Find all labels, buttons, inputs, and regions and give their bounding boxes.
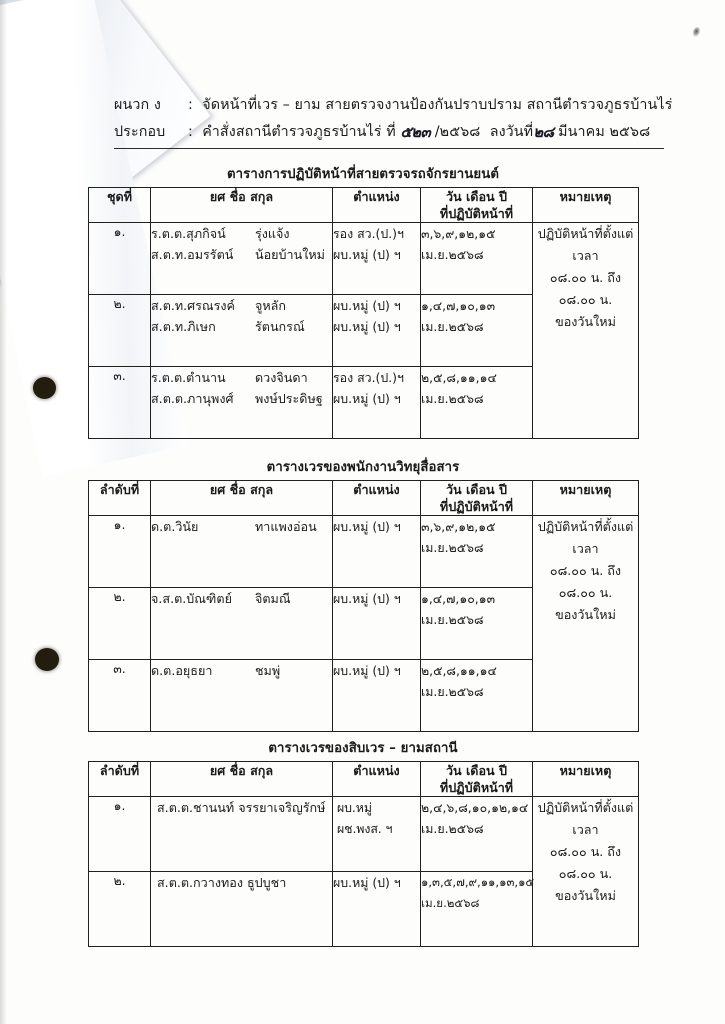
date-days: ๑,๔,๗,๑๐,๑๓ [421,298,496,313]
col-header-name: ยศ ชื่อ สกุล [151,762,333,797]
col-header-name: ยศ ชื่อ สกุล [151,188,333,223]
header-line-1 [114,92,674,118]
person-name-line [151,295,332,316]
cell-seq: ๑. [89,223,151,295]
header-date-prefix: ลงวันที่ [489,124,534,140]
date-month-year: เม.ย.๒๕๖๘ [421,247,484,262]
handwritten-order-day: ๒๘ [533,123,554,141]
col-header-seq: ชุดที่ [89,188,151,223]
handwritten-order-number: ๕๒๓ [400,123,431,141]
remark-line-3: ของวันใหม่ [555,314,616,329]
person-name-line [151,588,332,609]
date-month-year: เม.ย.๒๕๖๘ [421,540,484,555]
date-days: ๒,๕,๘,๑๑,๑๔ [421,370,497,385]
col-header-date-line1: วัน เดือน ปี [445,763,508,778]
date-days: ๒,๕,๘,๑๑,๑๔ [421,663,497,678]
person-surname: น้อยบ้านใหม่ [255,247,325,262]
date-days: ๑,๓,๕,๗,๙,๑๑,๑๓,๑๕ [421,875,535,889]
col-header-position: ตำแหน่ง [333,762,421,797]
person-name-line [151,516,332,537]
remark-line-3: ของวันใหม่ [555,888,616,903]
col-header-date-line1: วัน เดือน ปี [445,189,508,204]
person-rank-name: ด.ต.อยุธยา [151,663,213,678]
date-month-year: เม.ย.๒๕๖๘ [421,391,484,406]
schedule-section-3 [88,737,638,947]
person-surname: รัตนกรณ์ [255,319,305,334]
date-month-year: เม.ย.๒๕๖๘ [421,684,484,699]
position-line: ผบ.หมู่ (ป) ฯ [333,247,401,262]
table-title-2: ตารางเวรของพนักงานวิทยุสื่อสาร [266,460,460,475]
position-line: ผบ.หมู่ ผช.พงส. ฯ [337,800,393,836]
person-rank-name: ส.ต.ต.ชานนท์ จรรยาเจริญรักษ์ [157,800,326,815]
cell-name [151,295,333,367]
schedule-table-1 [88,187,639,439]
document-header [114,92,674,145]
header-line-2 [114,118,674,145]
date-month-year: เม.ย.๒๕๖๘ [421,896,480,910]
position-line: ผบ.หมู่ (ป) ฯ [333,319,401,334]
col-header-remark: หมายเหตุ [533,481,639,516]
cell-date [421,588,533,660]
cell-position [333,516,421,588]
col-header-date [421,188,533,223]
header-line-1-label: ผนวก ง [114,97,161,113]
table-header-row [89,188,639,223]
person-surname: จูหลัก [255,298,287,313]
cell-date [421,295,533,367]
person-rank-name: ร.ต.ต.ตำนาน [151,370,226,385]
cell-remark [533,797,639,947]
cell-name [151,872,333,947]
remark-line-1: ปฏิบัติหน้าที่ตั้งแต่เวลา [537,800,634,837]
person-surname: ทาแพงอ่อน [255,519,317,534]
table-row [89,516,639,588]
col-header-date [421,762,533,797]
cell-seq: ๒. [89,295,151,367]
person-surname: รุ่งแจ้ง [255,226,290,241]
cell-date [421,223,533,295]
table-header-row [89,762,639,797]
cell-remark [533,223,639,439]
person-rank-name: จ.ส.ต.บัณฑิตย์ [151,591,232,606]
table-row [89,797,639,872]
person-rank-name: ส.ต.ต.ภานุพงศ์ [151,391,234,406]
col-header-date [421,481,533,516]
remark-line-3: ของวันใหม่ [555,607,616,622]
cell-name [151,660,333,732]
cell-name [151,367,333,439]
cell-position [333,660,421,732]
header-line-1-text: จัดหน้าที่เวร – ยาม สายตรวจงานป้องกันปราบปราม สถานีตำรวจภูธรบ้านไร่ [202,97,673,113]
col-header-position: ตำแหน่ง [333,188,421,223]
cell-date [421,660,533,732]
position-line: ผบ.หมู่ (ป) ฯ [333,298,401,313]
cell-seq: ๓. [89,660,151,732]
person-name-line [151,388,332,409]
table-title-1: ตารางการปฏิบัติหน้าที่สายตรวจรถจักรยานยนต์ [226,167,499,182]
person-name-line [157,797,332,818]
cell-date [421,872,533,947]
person-surname: ชมพู่ [255,663,281,678]
cell-position [333,872,421,947]
date-month-year: เม.ย.๒๕๖๘ [421,319,484,334]
person-surname: พงษ์ประดิษฐ [255,391,323,406]
col-header-seq: ลำดับที่ [89,481,151,516]
person-rank-name: ด.ต.วินัย [151,519,199,534]
cell-seq: ๑. [89,797,151,872]
date-days: ๓,๖,๙,๑๒,๑๕ [421,226,496,241]
position-line: ผบ.หมู่ (ป) ฯ [333,875,401,890]
remark-line-2: ๐๘.๐๐ น. ถึง ๐๘.๐๐ น. [549,844,622,881]
cell-position [333,295,421,367]
cell-seq: ๒. [89,588,151,660]
position-line: ผบ.หมู่ (ป) ฯ [333,591,401,606]
col-header-seq: ลำดับที่ [89,762,151,797]
date-days: ๓,๖,๙,๑๒,๑๕ [421,519,496,534]
schedule-section-1 [88,163,638,439]
person-name-line [151,316,332,337]
cell-seq: ๑. [89,516,151,588]
person-rank-name: ส.ต.ท.อมรรัตน์ [151,247,234,262]
cell-date [421,516,533,588]
position-line: รอง สว.(ป.)ฯ [333,370,404,385]
header-order-year: /๒๕๖๘ [434,124,481,140]
col-header-date-line1: วัน เดือน ปี [445,482,508,497]
header-divider-rule [114,148,664,149]
person-rank-name: ส.ต.ต.กวางทอง ธูปบูชา [157,875,287,890]
col-header-date-line2: ที่ปฏิบัติหน้าที่ [439,499,514,514]
cell-position [333,367,421,439]
person-rank-name: ส.ต.ท.ศรณรงค์ [151,298,235,313]
cell-name [151,516,333,588]
col-header-date-line2: ที่ปฏิบัติหน้าที่ [439,206,514,221]
schedule-table-2 [88,480,639,732]
cell-position [333,223,421,295]
col-header-remark: หมายเหตุ [533,762,639,797]
person-name-line [151,660,332,681]
date-month-year: เม.ย.๒๕๖๘ [421,821,484,836]
cell-name [151,223,333,295]
person-surname: จิตมณี [255,591,291,606]
schedule-table-3 [88,761,639,947]
remark-line-1: ปฏิบัติหน้าที่ตั้งแต่เวลา [537,226,634,263]
col-header-date-line2: ที่ปฏิบัติหน้าที่ [439,780,514,795]
position-line: รอง สว.(ป.)ฯ [333,226,404,241]
header-line-1-separator: : [188,97,193,113]
date-days: ๑,๔,๗,๑๐,๑๓ [421,591,496,606]
cell-position [333,797,421,872]
cell-date [421,367,533,439]
person-name-line [151,367,332,388]
position-line: ผบ.หมู่ (ป) ฯ [333,519,401,534]
header-line-2-separator: : [188,124,193,140]
remark-line-2: ๐๘.๐๐ น. ถึง ๐๘.๐๐ น. [549,563,622,600]
table-header-row [89,481,639,516]
position-line: ผบ.หมู่ (ป) ฯ [333,663,401,678]
person-name-line [151,244,332,265]
position-line: ผบ.หมู่ (ป) ฯ [333,391,401,406]
cell-seq: ๓. [89,367,151,439]
cell-position [333,588,421,660]
person-name-line [151,223,332,244]
cell-remark [533,516,639,732]
remark-line-1: ปฏิบัติหน้าที่ตั้งแต่เวลา [537,519,634,556]
person-rank-name: ส.ต.ท.ภิเษก [151,319,216,334]
cell-name [151,588,333,660]
schedule-section-2 [88,456,638,732]
header-line-2-label: ประกอบ [114,124,166,140]
cell-date [421,797,533,872]
person-surname: ดวงจินดา [255,370,308,385]
person-name-line [157,872,332,893]
table-row [89,223,639,295]
table-title-3: ตารางเวรของสิบเวร – ยามสถานี [268,741,458,756]
cell-seq: ๒. [89,872,151,947]
date-days: ๒,๔,๖,๘,๑๐,๑๒,๑๔ [421,800,529,815]
col-header-position: ตำแหน่ง [333,481,421,516]
date-month-year: เม.ย.๒๕๖๘ [421,612,484,627]
header-date-month-year: มีนาคม ๒๕๖๘ [558,124,651,140]
header-order-prefix: คำสั่งสถานีตำรวจภูธรบ้านไร่ ที่ [202,124,396,140]
remark-line-2: ๐๘.๐๐ น. ถึง ๐๘.๐๐ น. [549,270,622,307]
person-rank-name: ร.ต.ต.สุภกิจน์ [151,226,226,241]
col-header-remark: หมายเหตุ [533,188,639,223]
col-header-name: ยศ ชื่อ สกุล [151,481,333,516]
cell-name [151,797,333,872]
